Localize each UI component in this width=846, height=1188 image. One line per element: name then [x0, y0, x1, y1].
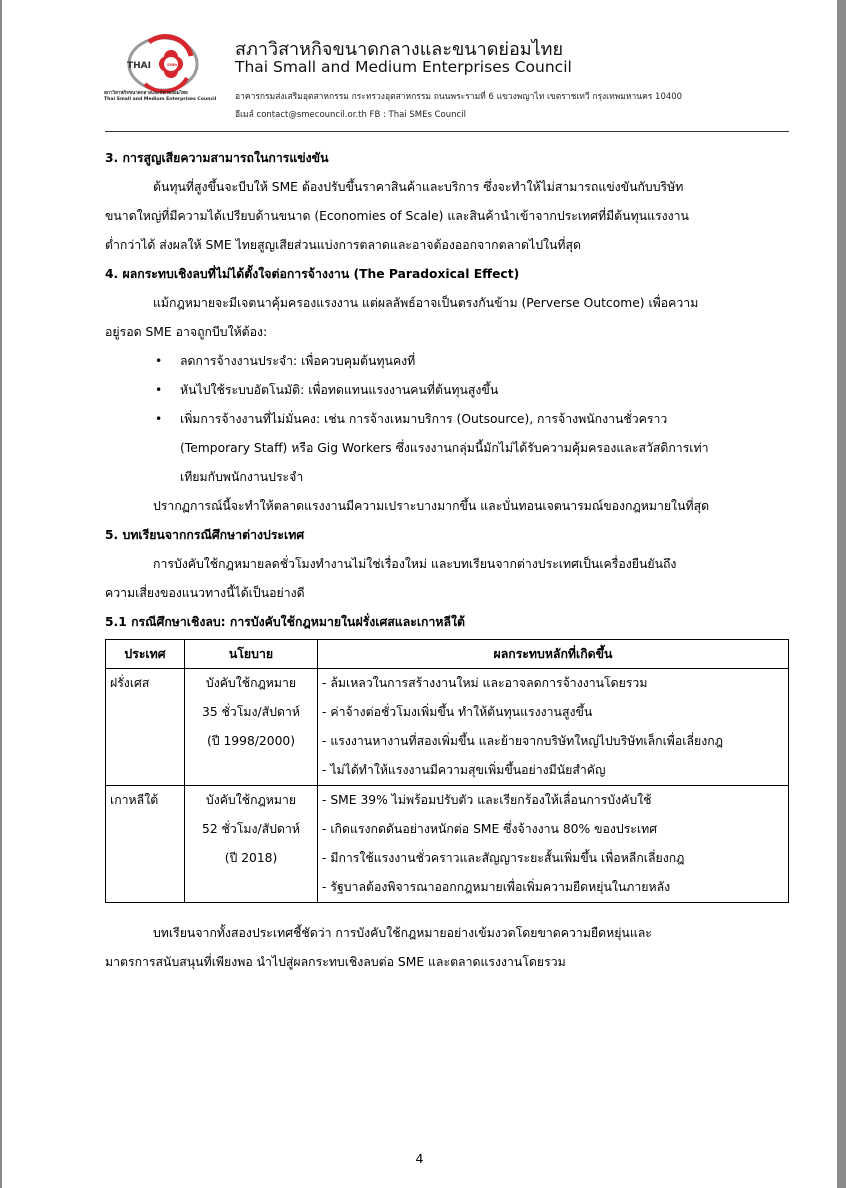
table-row: [106, 786, 789, 903]
logo-thai-text: THAI: [127, 61, 151, 71]
policy-cell: [185, 786, 318, 903]
bullet-text: ลดการจ้างงานประจำ: เพื่อควบคุมต้นทุนคงที่: [180, 354, 416, 368]
org-name-th: สภาวิสาหกิจขนาดกลางและขนาดย่อมไทย: [235, 39, 564, 60]
org-name-en: Thai Small and Medium Enterprises Council: [235, 58, 572, 76]
conclusion-line-2: มาตรการสนับสนุนที่เพียงพอ นำไปสู่ผลกระทบเชิงลบต่อ SME และตลาดแรงงานโดยรวม: [105, 955, 566, 969]
header-divider: [105, 131, 789, 132]
section-3-line-3: ต่ำกว่าได้ ส่งผลให้ SME ไทยสูญเสียส่วนแบ่งการตลาดและอาจต้องออกจากตลาดไปในที่สุด: [105, 238, 582, 252]
logo-caption-en: Thai Small and Medium Enterprises Council: [104, 97, 217, 102]
section-4-closing: ปรากฏการณ์นี้จะทำให้ตลาดแรงงานมีความเปราะบางมากขึ้น และบั่นทอนเจตนารมณ์ของกฎหมายในที่สุด: [153, 499, 710, 513]
policy-line: บังคับใช้กฎหมาย: [205, 793, 297, 807]
document-page: [2, 0, 837, 1188]
policy-line: บังคับใช้กฎหมาย: [205, 676, 297, 690]
impact-cell: [318, 669, 789, 786]
table-header-row: [106, 640, 789, 669]
org-contact: อีเมล์ contact@smecouncil.or.th FB : Thai SMEs Council: [235, 110, 466, 120]
bullet-text: หันไปใช้ระบบอัตโนมัติ: เพื่อทดแทนแรงงานคนที่ต้นทุนสูงขึ้น: [180, 383, 499, 397]
section-4-line-2: อยู่รอด SME อาจถูกบีบให้ต้อง:: [105, 325, 268, 339]
section-5-heading: 5. บทเรียนจากกรณีศึกษาต่างประเทศ: [105, 528, 305, 542]
section-5-line-1: การบังคับใช้กฎหมายลดชั่วโมงทำงานไม่ใช่เรื่องใหม่ และบทเรียนจากต่างประเทศเป็นเครื่องยืนยันถึง: [153, 557, 677, 571]
section-5-1-heading: 5.1 กรณีศึกษาเชิงลบ: การบังคับใช้กฎหมายในฝรั่งเศสและเกาหลีใต้: [105, 615, 466, 629]
country-cell: เกาหลีใต้: [106, 786, 185, 903]
bullet-text: เพิ่มการจ้างงานที่ไม่มั่นคง: เช่น การจ้างเหมาบริการ (Outsource), การจ้างพนักงานชั่วคราว: [180, 412, 668, 426]
impact-item: - รัฐบาลต้องพิจารณาออกกฎหมายเพื่อเพิ่มความยืดหยุ่นในภายหลัง: [322, 880, 671, 894]
policy-line: 52 ชั่วโมง/สัปดาห์: [202, 822, 300, 836]
logo-smes-text: SMEs: [167, 63, 178, 67]
policy-line: 35 ชั่วโมง/สัปดาห์: [202, 705, 300, 719]
policy-cell: [185, 669, 318, 786]
column-header-impact: ผลกระทบหลักที่เกิดขึ้น: [318, 640, 789, 669]
policy-line: (ปี 2018): [224, 851, 278, 865]
column-header-policy: นโยบาย: [185, 640, 318, 669]
impact-item: - ค่าจ้างต่อชั่วโมงเพิ่มขึ้น ทำให้ต้นทุนแรงงานสูงขึ้น: [322, 705, 593, 719]
logo-caption: [104, 91, 234, 103]
impact-cell: [318, 786, 789, 903]
impact-item: - เกิดแรงกดดันอย่างหนักต่อ SME ซึ่งจ้างงาน 80% ของประเทศ: [322, 822, 658, 836]
impact-item: - มีการใช้แรงงานชั่วคราวและสัญญาระยะสั้นเพิ่มขึ้น เพื่อหลีกเลี่ยงกฎ: [322, 851, 685, 865]
page-number: 4: [415, 1151, 424, 1166]
bullet-icon: •: [155, 412, 163, 426]
case-study-table: [105, 639, 789, 903]
logo-caption-th: สภาวิสาหกิจขนาดกลางและขนาดย่อมไทย: [104, 91, 188, 96]
org-address: อาคารกรมส่งเสริมอุตสาหกรรม กระทรวงอุตสาหกรรม ถนนพระรามที่ 6 แขวงพญาไท เขตราชเทวี กรุงเทพมหานคร 10400: [235, 92, 683, 102]
column-header-country: ประเทศ: [106, 640, 185, 669]
impact-item: - ไม่ได้ทำให้แรงงานมีความสุขเพิ่มขึ้นอย่างมีนัยสำคัญ: [322, 763, 606, 777]
bullet-icon: •: [155, 383, 163, 397]
section-3-line-2: ขนาดใหญ่ที่มีความได้เปรียบด้านขนาด (Economies of Scale) และสินค้านำเข้าจากประเทศที่มีต้นทุนแรงงาน: [105, 209, 689, 223]
list-item: [105, 405, 789, 492]
section-5-line-2: ความเสี่ยงของแนวทางนี้ได้เป็นอย่างดี: [105, 586, 305, 600]
conclusion-line-1: บทเรียนจากทั้งสองประเทศชี้ชัดว่า การบังคับใช้กฎหมายอย่างเข้มงวดโดยขาดความยืดหยุ่นและ: [153, 926, 652, 940]
country-cell: ฝรั่งเศส: [106, 669, 185, 786]
list-item: [105, 347, 789, 376]
spacer: [105, 903, 789, 919]
impact-item: - แรงงานหางานที่สองเพิ่มขึ้น และย้ายจากบริษัทใหญ่ไปบริษัทเล็กเพื่อเลี่ยงกฎ: [322, 734, 723, 748]
bullet-icon: •: [155, 354, 163, 368]
impact-item: - ล้มเหลวในการสร้างงานใหม่ และอาจลดการจ้างงานโดยรวม: [322, 676, 648, 690]
section-4-heading: 4. ผลกระทบเชิงลบที่ไม่ได้ตั้งใจต่อการจ้างงาน (The Paradoxical Effect): [105, 267, 520, 281]
bullet-text-line-3: เทียมกับพนักงานประจำ: [180, 470, 304, 484]
bullet-text-line-2: (Temporary Staff) หรือ Gig Workers ซึ่งแรงงานกลุ่มนี้มักไม่ได้รับความคุ้มครองและสวัสดิการเท่า: [180, 441, 709, 455]
policy-line: (ปี 1998/2000): [206, 734, 296, 748]
impact-item: - SME 39% ไม่พร้อมปรับตัว และเรียกร้องให้เลื่อนการบังคับใช้: [322, 793, 652, 807]
document-body: [105, 144, 789, 977]
section-4-line-1: แม้กฎหมายจะมีเจตนาคุ้มครองแรงงาน แต่ผลลัพธ์อาจเป็นตรงกันข้าม (Perverse Outcome) เพื่อความ: [153, 296, 699, 310]
section-3-heading: 3. การสูญเสียความสามารถในการแข่งขัน: [105, 151, 329, 165]
table-row: [106, 669, 789, 786]
list-item: [105, 376, 789, 405]
section-4-bullet-list: [105, 347, 789, 492]
section-3-line-1: ต้นทุนที่สูงขึ้นจะบีบให้ SME ต้องปรับขึ้นราคาสินค้าและบริการ ซึ่งจะทำให้ไม่สามารถแข่งขันกับบริษัท: [153, 180, 684, 194]
